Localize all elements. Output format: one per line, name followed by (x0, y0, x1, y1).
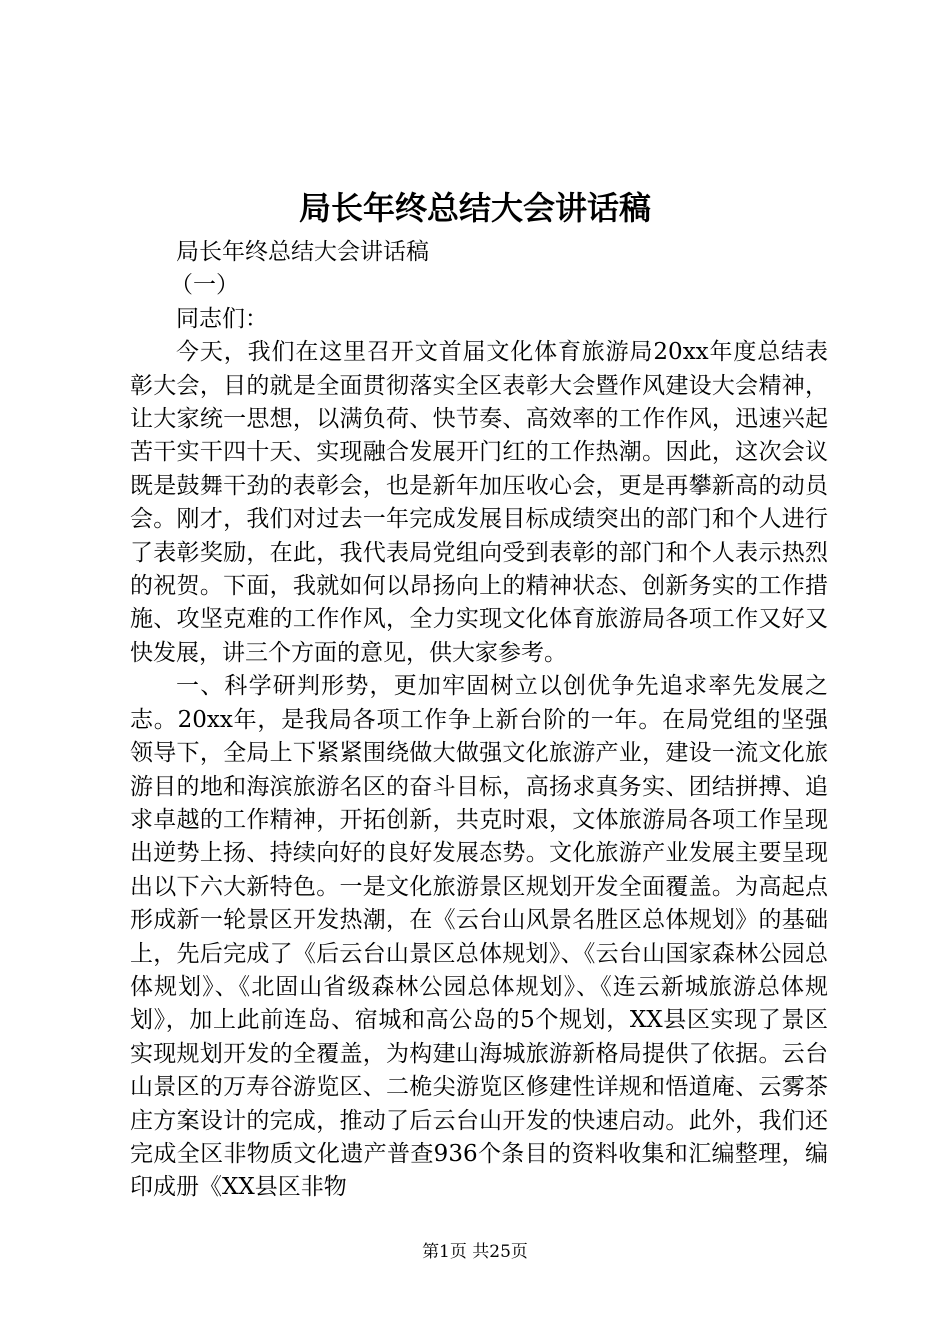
section-marker: （一） (170, 272, 239, 299)
salutation: 同志们： (176, 305, 268, 332)
document-title: 局长年终总结大会讲话稿 (298, 189, 651, 227)
page-footer: 第1页 共25页 (422, 1242, 528, 1262)
document-body (130, 236, 828, 1205)
paragraph-intro: 今天，我们在这里召开文首届文化体育旅游局20xx年度总结表彰大会，目的就是全面贯彻落实全区表彰大会暨作风建设大会精神，让大家统一思想，以满负荷、快节奏、高效率的工作作风，迅速兴起苦干实干四十天、实现融合发展开门红的工作热潮。因此，这次会议既是鼓舞干劲的表彰会，也是新年加压收心会，更是再攀新高的动员会。刚才，我们对过去一年完成发展目标成绩突出的部门和个人进行了表彰奖励，在此，我代表局党组向受到表彰的部门和个人表示热烈的祝贺。下面，我就如何以昂扬向上的精神状态、创新务实的工作措施、攻坚克难的工作作风，全力实现文化体育旅游局各项工作又好又快发展，讲三个方面的意见，供大家参考。 (130, 339, 828, 666)
document-subtitle: 局长年终总结大会讲话稿 (176, 239, 429, 265)
paragraph-section-one: 一、科学研判形势，更加牢固树立以创优争先追求率先发展之志。20xx年，是我局各项工作争上新台阶的一年。在局党组的坚强领导下，全局上下紧紧围绕做大做强文化旅游产业，建设一流文化旅游目的地和海滨旅游名区的奋斗目标，高扬求真务实、团结拼搏、追求卓越的工作精神，开拓创新，共克时艰，文体旅游局各项工作呈现出逆势上扬、持续向好的良好发展态势。文化旅游产业发展主要呈现出以下六大新特色。一是文化旅游景区规划开发全面覆盖。为高起点形成新一轮景区开发热潮，在《云台山风景名胜区总体规划》的基础上，先后完成了《后云台山景区总体规划》、《云台山国家森林公园总体规划》、《北固山省级森林公园总体规划》、《连云新城旅游总体规划》，加上此前连岛、宿城和高公岛的5个规划，XX县区实现了景区实现规划开发的全覆盖，为构建山海城旅游新格局提供了依据。云台山景区的万寿谷游览区、二桅尖游览区修建性详规和悟道庵、云雾茶庄方案设计的完成，推动了后云台山开发的快速启动。此外，我们还完成全区非物质文化遗产普查936个条目的资料收集和汇编整理，编印成册《XX县区非物 (130, 673, 828, 1201)
